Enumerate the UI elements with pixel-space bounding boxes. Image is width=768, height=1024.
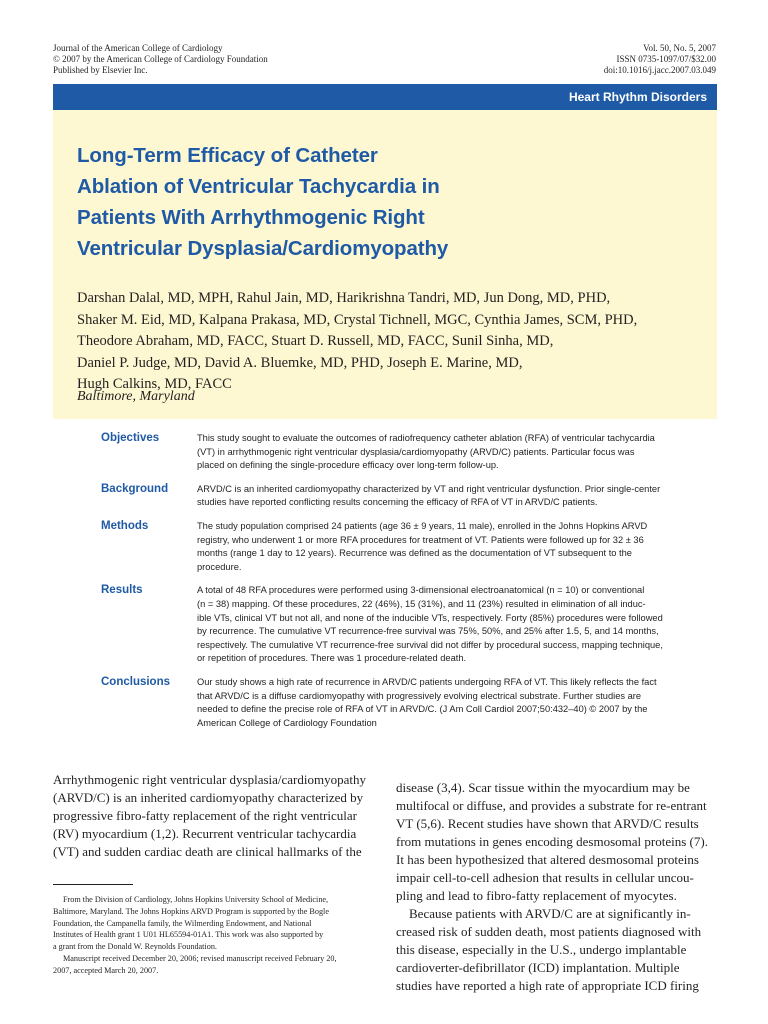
body-line: Arrhythmogenic right ventricular dysplasia/cardiomyopathy [53,772,366,787]
article-title [77,140,677,264]
abstract-line: months (range 1 day to 12 years). Recurrence was defined as the documentation of VT subsequent to the [197,548,632,559]
abstract-line: by recurrence. The cumulative VT recurrence-free survival was 75%, 50%, and 25% after 1.5, 5, and 14 months, [197,626,659,637]
section-label: Heart Rhythm Disorders [568,90,707,104]
journal-info [53,43,268,76]
section-bar [53,84,717,110]
author-line: Theodore Abraham, MD, FACC, Stuart D. Russell, MD, FACC, Sunil Sinha, MD, [77,333,554,349]
journal-copyright: © 2007 by the American College of Cardiology Foundation [53,54,268,64]
body-line: (RV) myocardium (1,2). Recurrent ventricular tachycardia [53,826,357,841]
abstract-line: (n = 38) mapping. Of these procedures, 22 (46%), 15 (31%), and 11 (23%) resulted in elimination of all induc- [197,598,646,609]
abstract-line: respectively. The cumulative VT recurrence-free survival did not differ by procedural success, mapping technique, [197,639,663,650]
abstract-line: or repetition of procedures. There was 1 procedure-related death. [197,653,467,664]
abstract-section-results [101,584,718,666]
footnote-line: Foundation, the Campanella family, the Wilmerding Endowment, and National [53,918,312,928]
abstract-section-conclusions [101,676,718,730]
body-line: (VT) and sudden cardiac death are clinical hallmarks of the [53,844,362,859]
journal-publisher: Published by Elsevier Inc. [53,65,148,75]
abstract-label: Objectives [101,432,160,444]
abstract-line: The study population comprised 24 patients (age 36 ± 9 years, 11 male), enrolled in the Johns Hopkins ARVD [197,520,648,531]
author-line: Hugh Calkins, MD, FACC [77,376,232,392]
abstract-section-background [101,483,718,510]
abstract [101,432,718,740]
abstract-label: Results [101,584,143,597]
footnote-received-line: Manuscript received December 20, 2006; revised manuscript received February 20, [63,953,337,963]
body-line: VT (5,6). Recent studies have shown that ARVD/C results [396,816,699,831]
abstract-line: ARVD/C is an inherited cardiomyopathy characterized by VT and right ventricular dysfunction. Prior single-center [197,483,661,494]
body-line: pling and lead to fibro-fatty replacement of myocytes. [396,888,677,903]
abstract-line: placed on defining the single-procedure efficacy over long-term follow-up. [197,460,499,471]
body-line: this disease, especially in the U.S., undergo implantable [396,942,687,957]
body-line: progressive fibro-fatty replacement of the right ventricular [53,808,357,823]
abstract-line: Our study shows a high rate of recurrence in ARVD/C patients undergoing RFA of VT. This likely reflects the fact [197,676,657,687]
abstract-label: Background [101,482,169,495]
body-line: studies have reported a high rate of appropriate ICD firing [396,978,699,993]
footnote-line: a grant from the Donald W. Reynolds Foundation. [53,942,217,952]
abstract-line: that ARVD/C is a diffuse cardiomyopathy with progressively evolving electrical substrate. Further studies are [197,690,642,701]
title-line: Ablation of Ventricular Tachycardia in [77,175,440,198]
abstract-line: needed to define the precise role of RFA of VT in ARVD/C. (J Am Coll Cardiol 2007;50:432–40) © 2007 by the [197,704,648,715]
footnote-line: Institutes of Health grant 1 U01 HL65594-01A1. This work was also supported by [53,930,324,940]
abstract-line: (VT) in arrhythmogenic right ventricular dysplasia/cardiomyopathy (ARVD/C) patients. Particular focus was [197,446,635,457]
abstract-line: A total of 48 RFA procedures were performed using 3-dimensional electroanatomical (n = 10) or conventional [197,585,645,596]
abstract-section-objectives [101,432,718,473]
body-column-right [396,779,718,995]
abstract-line: studies have reported conflicting results concerning the efficacy of RFA of VT in ARVD/C patients. [197,497,598,508]
abstract-section-methods [101,520,718,574]
body-line: Because patients with ARVD/C are at significantly in- [396,906,691,921]
abstract-text [197,483,718,510]
author-line: Darshan Dalal, MD, MPH, Rahul Jain, MD, Harikrishna Tandri, MD, Jun Dong, MD, PHD, [77,290,611,306]
author-list [77,288,707,396]
abstract-text [197,432,718,473]
journal-volume-info [604,43,716,76]
footnote-divider [53,884,133,885]
body-line: (ARVD/C) is an inherited cardiomyopathy characterized by [53,790,364,805]
journal-doi: doi:10.1016/j.jacc.2007.03.049 [603,65,716,75]
body-line: creased risk of sudden death, most patients diagnosed with [396,924,702,939]
journal-name: Journal of the American College of Cardiology [53,43,223,53]
abstract-label: Methods [101,519,149,532]
title-line: Ventricular Dysplasia/Cardiomyopathy [77,237,449,260]
author-line: Shaker M. Eid, MD, Kalpana Prakasa, MD, Crystal Tichnell, MGC, Cynthia James, SCM, PHD, [77,311,638,328]
journal-issn: ISSN 0735-1097/07/$32.00 [616,54,716,64]
abstract-text [197,584,718,666]
author-location: Baltimore, Maryland [77,389,195,404]
footnote-line: From the Division of Cardiology, Johns Hopkins University School of Medicine, [63,895,329,904]
title-panel [53,84,717,419]
footnote-received-line: 2007, accepted March 20, 2007. [53,965,159,975]
footnote-line: Baltimore, Maryland. The Johns Hopkins ARVD Program is supported by the Bogle [53,906,329,916]
body-line: impair cell-to-cell adhesion that results in cellular uncou- [396,870,694,885]
abstract-text [197,520,718,574]
body-line: It has been hypothesized that altered desmosomal proteins [396,852,699,867]
title-line: Long-Term Efficacy of Catheter [77,144,378,167]
title-line: Patients With Arrhythmogenic Right [77,206,425,229]
abstract-line: ible VTs, clinical VT but not all, and none of the inducible VTs, respectively. Forty (85%) procedures were followed [197,612,663,623]
body-line: from mutations in genes encoding desmosomal proteins (7). [396,834,708,849]
abstract-line: procedure. [197,561,242,572]
body-line: disease (3,4). Scar tissue within the myocardium may be [396,780,690,795]
abstract-text [197,676,718,730]
abstract-line: American College of Cardiology Foundation [197,717,377,728]
author-line: Daniel P. Judge, MD, David A. Bluemke, MD, PHD, Joseph E. Marine, MD, [77,354,523,371]
abstract-line: This study sought to evaluate the outcomes of radiofrequency catheter ablation (RFA) of ventricular tachycardia [197,433,655,443]
abstract-line: registry, who underwent 1 or more RFA procedures for treatment of VT. Patients were followed up for 32 ± 36 [197,534,644,545]
body-line: multifocal or diffuse, and provides a substrate for re-entrant [396,798,707,813]
body-line: cardioverter-defibrillator (ICD) implantation. Multiple [396,960,680,975]
footnote [53,894,375,977]
abstract-label: Conclusions [101,675,171,688]
journal-volume: Vol. 50, No. 5, 2007 [643,43,716,53]
body-column-left [53,771,375,861]
